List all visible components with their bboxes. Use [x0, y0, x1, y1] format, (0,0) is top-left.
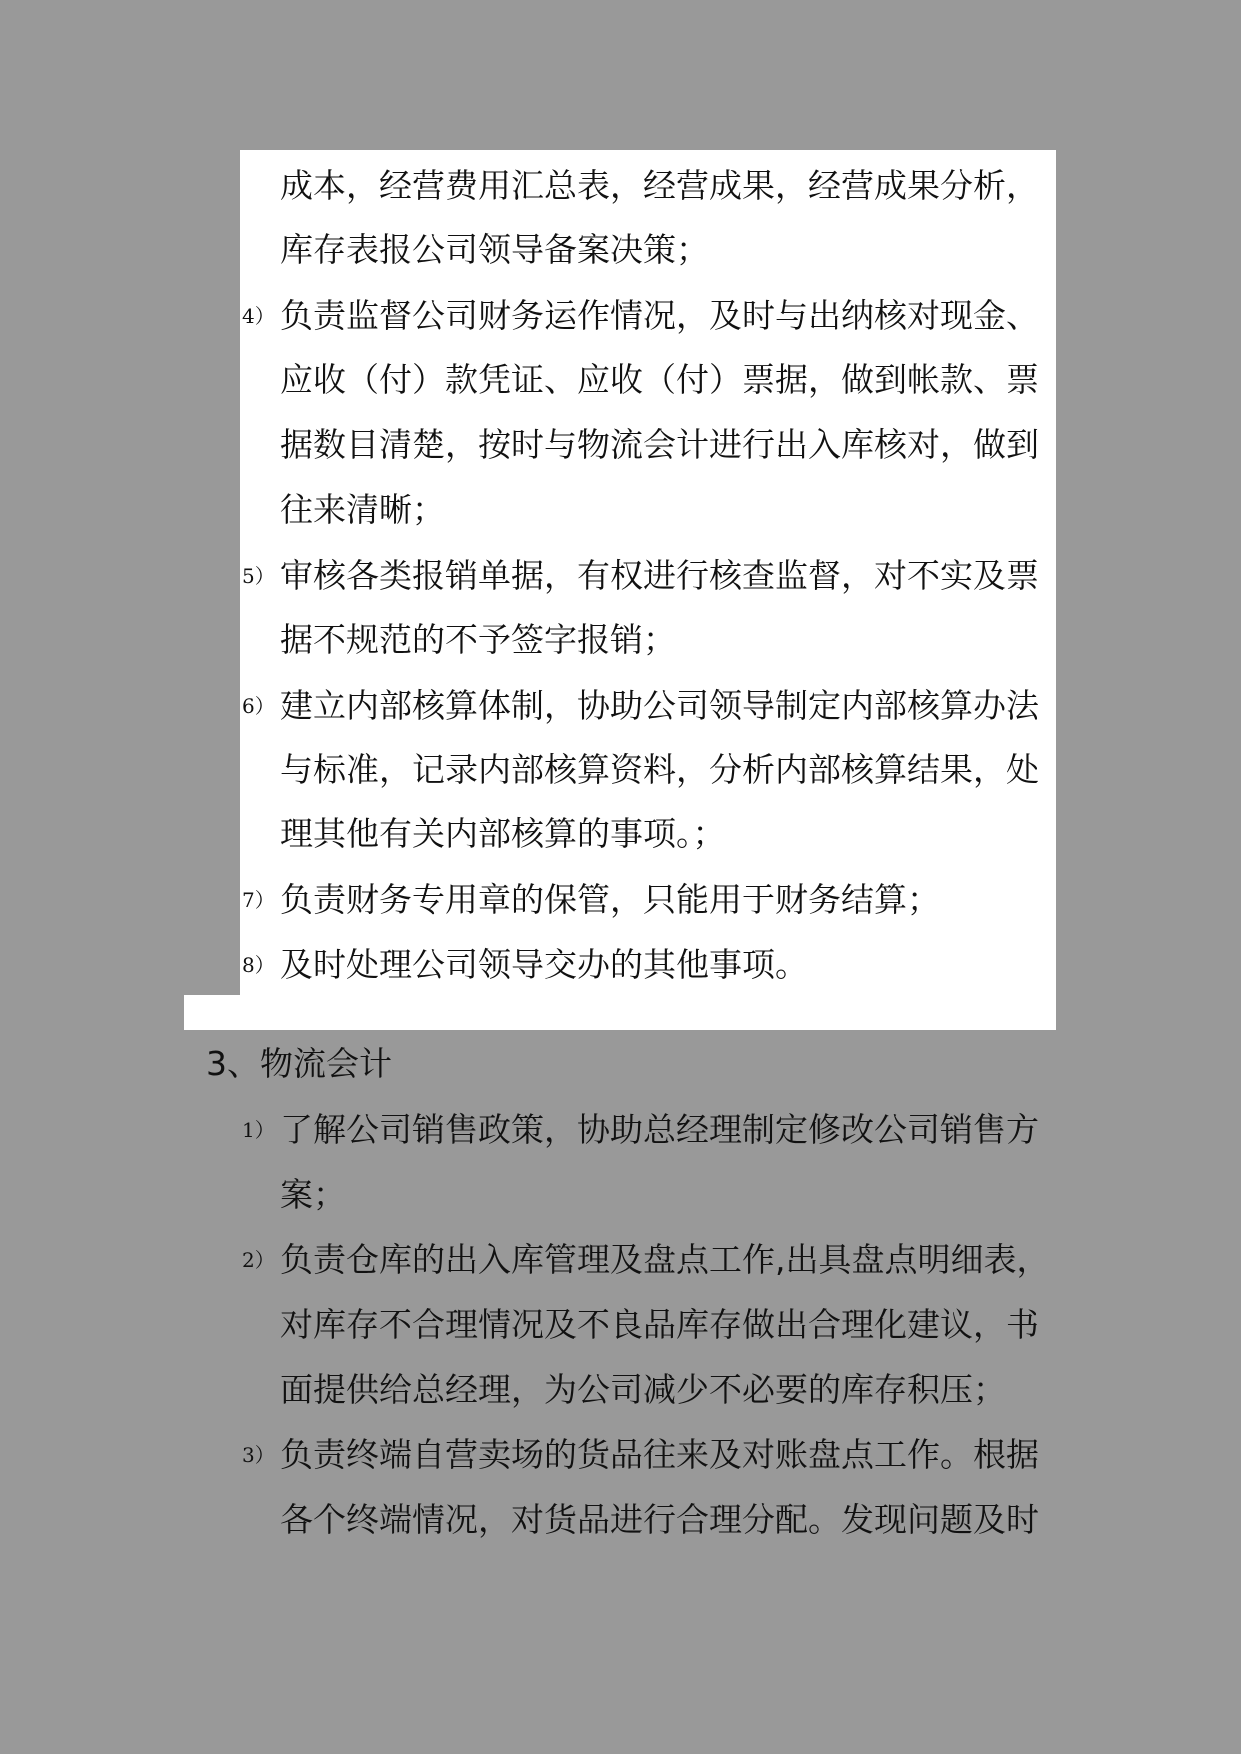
item-line: 负责终端自营卖场的货品往来及对账盘点工作。根据 [280, 1435, 1039, 1474]
item-number: 1） [242, 1118, 275, 1142]
item-line: 成本，经营费用汇总表，经营成果，经营成果分析， [280, 166, 1039, 205]
item-line: 库存表报公司领导备案决策； [280, 230, 709, 269]
item-number: 7） [242, 888, 275, 912]
item-line: 及时处理公司领导交办的其他事项。 [280, 945, 808, 984]
item-line: 案； [280, 1175, 346, 1214]
item-line: 应收（付）款凭证、应收（付）票据，做到帐款、票 [280, 360, 1039, 399]
item-line: 负责监督公司财务运作情况，及时与出纳核对现金、 [280, 296, 1039, 335]
item-number: 6） [242, 694, 275, 718]
item-line: 理其他有关内部核算的事项。； [280, 814, 726, 853]
item-line: 据数目清楚，按时与物流会计进行出入库核对，做到 [280, 425, 1039, 464]
item-line: 往来清晰； [280, 490, 445, 529]
item-number: 2） [242, 1248, 275, 1272]
item-number: 3） [242, 1443, 275, 1467]
item-number: 4） [242, 304, 275, 328]
item-number: 8） [242, 953, 275, 977]
item-line: 面提供给总经理，为公司减少不必要的库存积压； [280, 1370, 1006, 1409]
section-heading: 3、物流会计 [206, 1044, 392, 1083]
item-line: 对库存不合理情况及不良品库存做出合理化建议，书 [280, 1305, 1039, 1344]
item-line: 了解公司销售政策，协助总经理制定修改公司销售方 [280, 1110, 1039, 1149]
highlight-block-extension [184, 995, 1056, 1030]
item-line: 据不规范的不予签字报销； [280, 620, 676, 659]
item-number: 5） [242, 564, 275, 588]
item-line: 负责财务专用章的保管，只能用于财务结算； [280, 880, 940, 919]
item-line: 各个终端情况，对货品进行合理分配。发现问题及时 [280, 1500, 1039, 1539]
item-line: 负责仓库的出入库管理及盘点工作,出具盘点明细表， [280, 1240, 1050, 1279]
item-line: 建立内部核算体制，协助公司领导制定内部核算办法 [280, 686, 1039, 725]
item-line: 审核各类报销单据，有权进行核查监督，对不实及票 [280, 556, 1039, 595]
item-line: 与标准，记录内部核算资料，分析内部核算结果，处 [280, 750, 1039, 789]
